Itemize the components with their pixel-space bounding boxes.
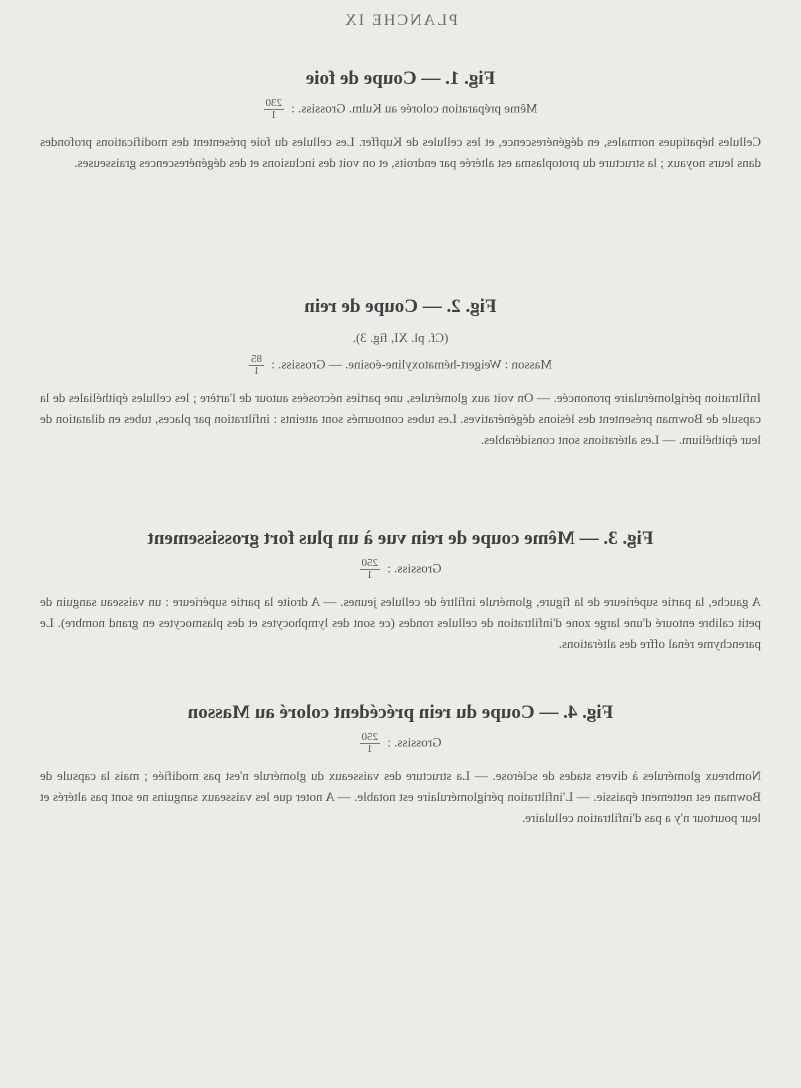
- figure-1-text: Cellules hépatiques normales, en dégénérescence, et les cellules de Kupffer. Les cellules du foie présentent des modifications profondes dans leurs noyaux ; la structure du protoplasma est altérée par endroits, et on voit des inclusions et des dégénérescences graisseuses.: [40, 134, 761, 170]
- running-head: PLANCHE IX: [343, 12, 458, 29]
- figure-3-section: [40, 528, 761, 654]
- figure-2-stain: [40, 354, 761, 377]
- figure-2-text: Infiltration périglomérulaire prononcée. — On voit aux glomérules, une parties nécrosées autour de l'artère ; les cellules épithéliales de la capsule de Bowman présentent des lésions dégénératives. Les tubes contournés sont atteints : infiltration par places, tubes en dilatation de leur épithélium. — Les altérations sont considérables.: [40, 390, 761, 447]
- figure-4-magnification: $\frac{250}{1}$: [361, 731, 379, 755]
- figure-3-stain: [40, 558, 761, 581]
- figure-4-text: Nombreux glomérules à divers stades de sclérose. — La structure des vaisseaux du glomérule n'est pas modifiée ; mais la capsule de Bowman est nettement épaissie. — L'infiltration périglomérulaire est notable. — A noter que les vaisseaux sanguins ne sont pas altérés et leur pourtour n'y a pas d'infiltration cellulaire.: [40, 768, 761, 825]
- figure-2-title: Fig. 2. — Coupe de rein: [304, 296, 497, 317]
- figure-2-magnification: $\frac{85}{1}$: [251, 353, 263, 377]
- figure-3-title: Fig. 3. — Même coupe de rein vue à un plus fort grossissement: [147, 528, 654, 549]
- figure-2-stain-text: Masson : Weigert-hématoxyline-éosine. — Grossiss. :: [271, 356, 552, 372]
- figure-4-title: Fig. 4. — Coupe du rein précédent coloré au Masson: [187, 702, 614, 723]
- figure-1-stain: [40, 98, 761, 121]
- figure-2-section: [40, 296, 761, 450]
- figure-4-grossis-label: Grossiss. :: [387, 734, 442, 750]
- figure-1-section: [40, 68, 761, 173]
- figure-1-title: Fig. 1. — Coupe de foie: [305, 68, 496, 89]
- figure-1-magnification: $\frac{230}{1}$: [265, 97, 283, 121]
- figure-3-magnification: $\frac{250}{1}$: [361, 557, 379, 581]
- figure-1-stain-text: Même préparation colorée au Kulm.: [348, 100, 538, 116]
- figure-2-reference: (Cf. pl. XI, fig. 3).: [352, 330, 449, 345]
- figure-4-section: [40, 702, 761, 828]
- figure-3-grossis-label: Grossiss. :: [387, 560, 442, 576]
- figure-4-stain: [40, 732, 761, 755]
- figure-1-grossis-label: Grossiss. :: [291, 100, 346, 116]
- figure-3-text: A gauche, la partie supérieure de la figure, glomérule infiltré de cellules jeunes. — A droite la partie supérieure : un vaisseau sanguin de petit calibre entouré d'une large zone d'infiltration de cellules rondes (ce sont des lymphocytes et des plasmocytes en grand nombre). Le parenchyme rénal offre des altérations.: [40, 594, 761, 651]
